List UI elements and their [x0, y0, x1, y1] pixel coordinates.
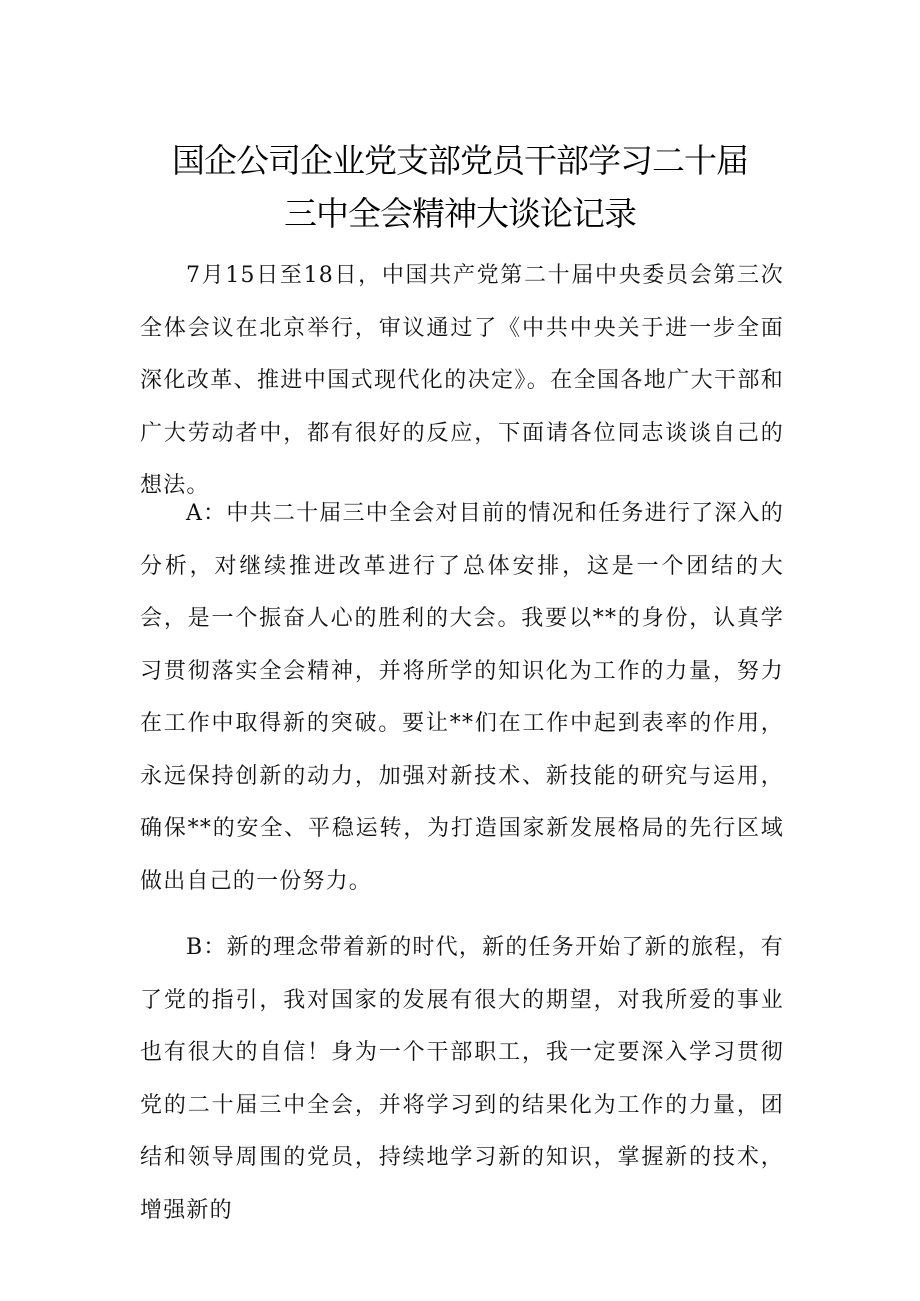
- title-line-2: 三中全会精神大谈论记录: [284, 194, 636, 234]
- speaker-b-paragraph: B：新的理念带着新的时代，新的任务开始了新的旅程，有了党的指引，我对国家的发展有很大的期望，对我所爱的事业也有很大的自信！身为一个干部职工，我一定要深入学习贯彻党的二十届三中全会，并将学习到的结果化为工作的力量，团结和领导周围的党员，持续地学习新的知识，掌握新的技术，增强新的: [140, 935, 784, 1223]
- document-title: [140, 134, 780, 240]
- intro-paragraph: 7月15日至18日，中国共产党第二十届中央委员会第三次全体会议在北京举行，审议通过了《中共中央关于进一步全面深化改革、推进中国式现代化的决定》。在全国各地广大干部和广大劳动者中，都有很好的反应，下面请各位同志谈谈自己的想法。: [140, 263, 784, 498]
- speaker-a-paragraph: A：中共二十届三中全会对目前的情况和任务进行了深入的分析，对继续推进改革进行了总体安排，这是一个团结的大会，是一个振奋人心的胜利的大会。我要以**的身份，认真学习贯彻落实全会精神，并将所学的知识化为工作的力量，努力在工作中取得新的突破。要让**们在工作中起到表率的作用，永远保持创新的动力，加强对新技术、新技能的研究与运用，确保**的安全、平稳运转，为打造国家新发展格局的先行区域做出自己的一份努力。: [140, 501, 784, 894]
- title-line-1: 国企公司企业党支部党员干部学习二十届: [172, 141, 748, 181]
